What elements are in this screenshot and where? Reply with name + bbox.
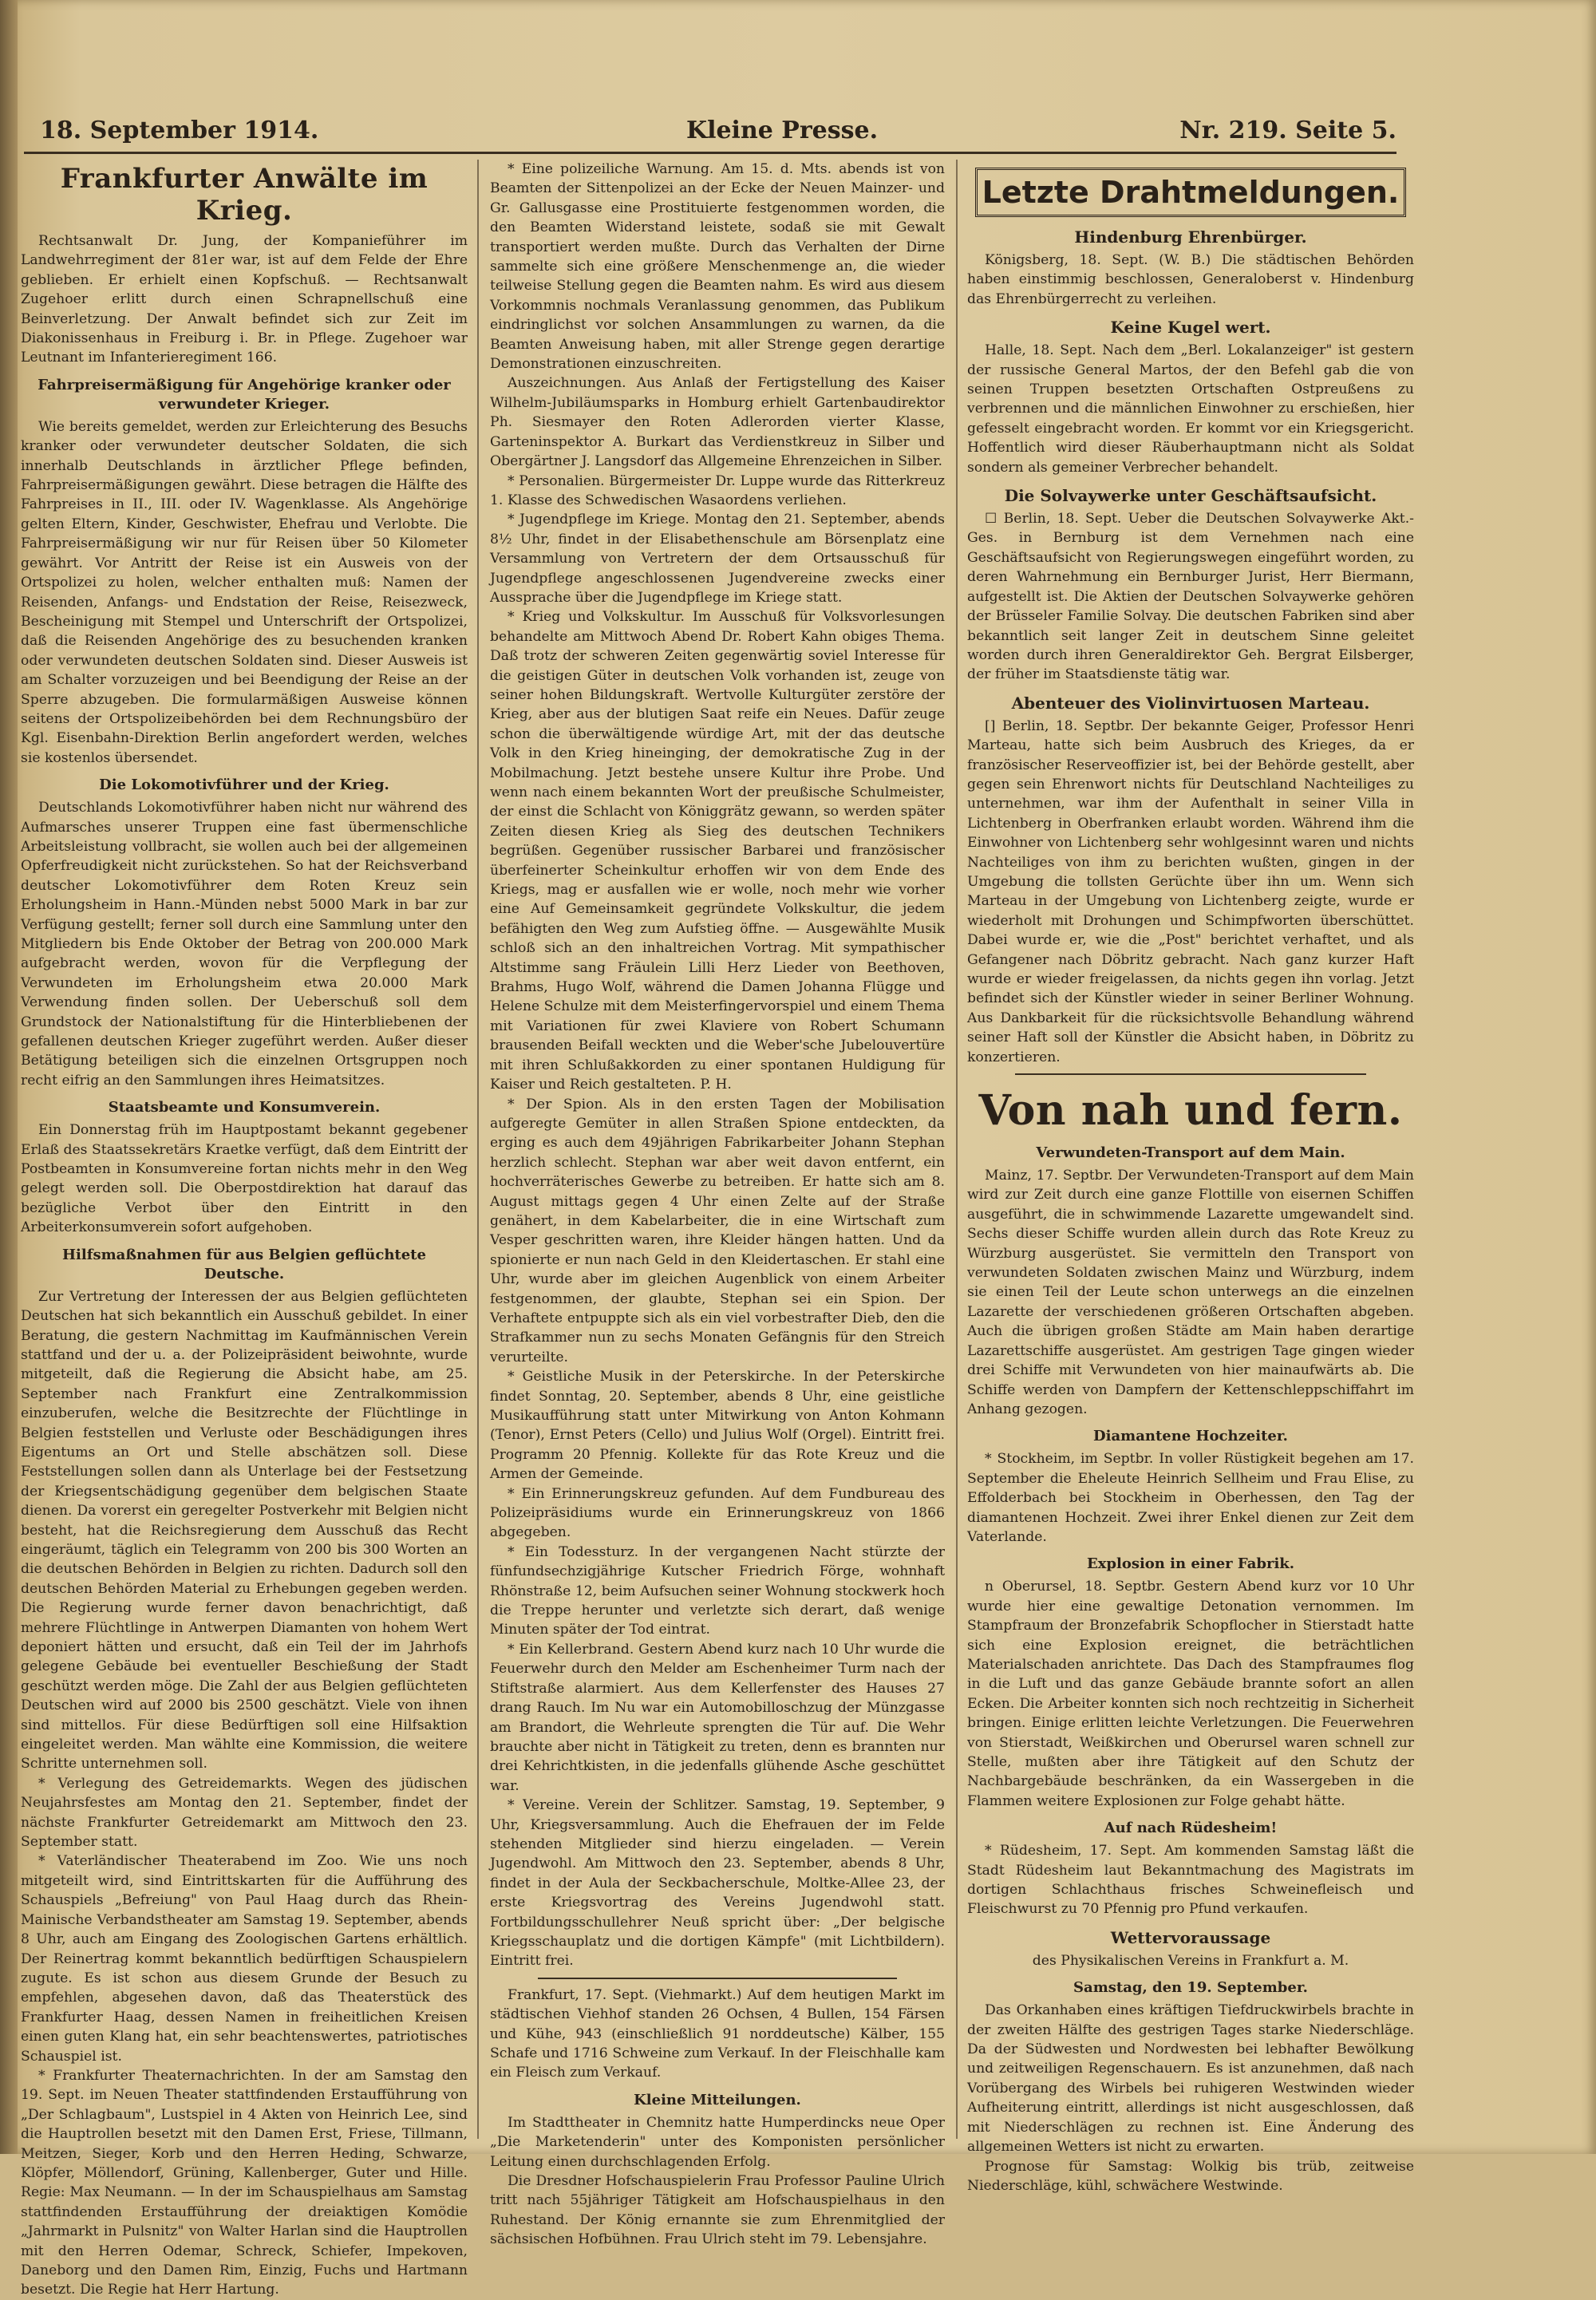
headline: Abenteuer des Violinvirtuosen Marteau. bbox=[1011, 693, 1370, 713]
article-text: * Vereine. Verein der Schlitzer. Samstag, 19. September, 9 Uhr, Kriegsversammlung. Auch die Ehefrauen der im Felde stehenden Mitglieder sind hierzu eingeladen. — Verein Jugendwohl. Am Mittwoch den 23. September, abends 8 Uhr, findet in der Aula der Seckbacherschule, Moltke-Allee 23, der erste Kriegsvortrag des Vereins Jugendwohl statt. Fortbildungsschullehrer Neuß spricht über: „Der belgische Kriegsschauplatz und die dortigen Kämpfe" (mit Lichtbildern). Eintritt frei. bbox=[490, 1797, 945, 1970]
article-text: * Ein Todessturz. In der vergangenen Nacht stürzte der fünfundsechzigjährige Kutscher Friedrich Förge, wohnhaft Rhönstraße 12, beim Aufsuchen seiner Wohnung stockwerk hoch die Treppe herunter und verletzte sich derart, daß wenige Minuten später der Tod eintrat. bbox=[490, 1543, 945, 1638]
article-text: Prognose für Samstag: Wolkig bis trüb, zeitweise Niederschläge, kühl, schwächere Westwinde. bbox=[967, 2158, 1414, 2194]
article-text: n Oberursel, 18. Septbr. Gestern Abend kurz vor 10 Uhr wurde hier eine gewaltige Detonation vernommen. Im Stampfraum der Bronzefabrik Schopflocher in Stierstadt hatte sich eine Explosion ereignet, die beträchtlichen Materialschaden anrichtete. Das Dach des Stampfraumes flog in die Luft und das ganze Gebäude brannte sofort an allen Ecken. Die Arbeiter konnten sich noch rechtzeitig in Sicherheit bringen. Einige erlitten leichte Verletzungen. Die Feuerwehren von Stierstadt, Weißkirchen und Oberursel waren schnell zur Stelle, mußten aber ihre Tätigkeit auf den Schutz der Nachbargebäude beschränken, da ein Wassergeben in die Flammen weitere Explosionen zur Folge gehabt hätte. bbox=[967, 1579, 1414, 1809]
header-date: 18. September 1914. bbox=[40, 117, 319, 144]
column-divider bbox=[477, 160, 479, 2139]
article-text: des Physikalischen Vereins in Frankfurt a. M. bbox=[1032, 1952, 1349, 1969]
article-text: * Stockheim, im Septbr. In voller Rüstigkeit begehen am 17. September die Eheleute Heinrich Sellheim und Frau Elise, zu Effolderbach bei Stockheim in Oberhessen, den Tag der diamantenen Hochzeit. Zwei ihrer Enkel dienen zur Zeit dem Vaterlande. bbox=[967, 1451, 1414, 1545]
column-divider bbox=[956, 160, 958, 2139]
article-text: ☐ Berlin, 18. Sept. Ueber die Deutschen Solvaywerke Akt.-Ges. in Bernburg ist dem Vernehmen nach eine Geschäftsaufsicht von Regierungswegen eingeführt worden, zu deren Wahrnehmung ein Bernburger Jurist, Herr Biermann, aufgestellt ist. Die Aktien der Deutschen Solvaywerke gehören der Brüsseler Familie Solvay. Die deutschen Fabriken sind aber bekanntlich seit langer Zeit in deutschem Sinne geleitet worden durch ihren Generaldirektor Geh. Bergrat Eilsberger, der früher im Staatsdienste tätig war. bbox=[967, 511, 1414, 683]
article-text: Halle, 18. Sept. Nach dem „Berl. Lokalanzeiger" ist gestern der russische General Martos, der den Befehl gab die von seinen Truppen besetzten Ortschaften Ostpreußens zu verbrennen und die männlichen Einwohner zu erschießen, hier gefesselt eingebracht worden. Er kommt vor ein Kriegsgericht. Hoffentlich wird dieser Räuberhauptmann nicht als Soldat sondern als gemeiner Verbrecher behandelt. bbox=[967, 342, 1414, 476]
column-2 bbox=[490, 160, 945, 2248]
page-header bbox=[24, 112, 1396, 154]
headline: Frankfurter Anwälte im Krieg. bbox=[60, 163, 429, 227]
section-headline: Von nah und fern. bbox=[978, 1086, 1403, 1136]
article-text: Im Stadttheater in Chemnitz hatte Humperdincks neue Oper „Die Marketenderin" unter des Komponisten persönlicher Leitung einen durchschlagenden Erfolg. bbox=[490, 2114, 945, 2170]
article-text: Wie bereits gemeldet, werden zur Erleichterung des Besuchs kranker oder verwundeter deutscher Soldaten, die sich innerhalb Deutschlands in ärztlicher Pflege befinden, Fahrpreisermäßigungen gewährt. Diese betragen die Hälfte des Fahrpreises in II., III. oder IV. Wagenklasse. Als Angehörige gelten Eltern, Kinder, Geschwister, Ehefrau und Verlobte. Die Fahrpreisermäßigung wir nur für Reisen über 50 Kilometer gewährt. Vor Antritt der Reise ist ein Ausweis von der Ortspolizei zu holen, welcher enthalten muß: Namen der Reisenden, Anfangs- und Endstation der Reise, Reisezweck, Bescheinigung mit Stempel und Unterschrift der Ortspolizei, daß die Reisenden Angehörige des zu besuchenden kranken oder verwundeten deutschen Soldaten sind. Dieser Ausweis ist am Schalter vorzuzeigen und bei Beendigung der Reise an der Sperre abzugeben. Die formularmäßigen Ausweise können seitens der Ortspolizeibehörden bei dem Rechnungsbüro der Kgl. Eisenbahn-Direktion Berlin angefordert werden, welches sie kostenlos übersendet. bbox=[21, 418, 468, 766]
subheadline: Auf nach Rüdesheim! bbox=[1104, 1820, 1278, 1837]
subheadline: Die Lokomotivführer und der Krieg. bbox=[99, 777, 389, 794]
article-text: Rechtsanwalt Dr. Jung, der Kompanieführer im Landwehrregiment der 81er war, ist auf dem Felde der Ehre geblieben. Er erhielt einen Kopfschuß. — Rechtsanwalt Zugehoer erlitt durch einen Schrapnellschuß eine Beinverletzung. Der Anwalt befindet sich zur Zeit im Diakonissenhaus in Freiburg i. Br. in Pflege. Zugehoer war Leutnant im Infanterieregiment 166. bbox=[21, 233, 468, 366]
article-text: * Ein Kellerbrand. Gestern Abend kurz nach 10 Uhr wurde die Feuerwehr durch den Melder am Eschenheimer Turm nach der Stiftstraße alarmiert. Aus dem Kellerfenster des Hauses 27 drang Rauch. Im Nu war ein Automobilloschzug der Münzgasse am Brandort, die Wehrleute sprengten die Tür auf. Die Wehr brauchte aber nicht in Tätigkeit zu treten, denn es brannten nur drei Kehrichtkisten, in die jedenfalls glühende Asche geschüttet war. bbox=[490, 1641, 945, 1794]
separator-line bbox=[1015, 1073, 1366, 1075]
article-text: * Rüdesheim, 17. Sept. Am kommenden Samstag läßt die Stadt Rüdesheim laut Bekanntmachung des Magistrats im dortigen Schlachthaus frisches Schweinefleisch und Fleischwurst zu 70 Pfennig pro Pfund verkaufen. bbox=[967, 1843, 1414, 1918]
article-text: * Eine polizeiliche Warnung. Am 15. d. Mts. abends ist von Beamten der Sittenpolizei an der Ecke der Neuen Mainzer- und Gr. Gallusgasse eine Prostituierte festgenommen worden, die den Beamten Widerstand leistete, sodaß sie mit Gewalt transportiert werden mußte. Durch das Verhalten der Dirne sammelte sich eine größere Menschenmenge an, die wieder teilweise Stellung gegen die Beamten nahm. Es wird aus diesem Vorkommnis nochmals Veranlassung genommen, das Publikum eindringlichst vor solchen Ansammlungen zu warnen, da die Beamten Anweisung haben, mit aller Strenge gegen derartige Demonstrationen einzuschreiten. bbox=[490, 161, 945, 373]
subheadline: Diamantene Hochzeiter. bbox=[1093, 1428, 1288, 1445]
headline: Die Solvaywerke unter Geschäftsaufsicht. bbox=[1004, 486, 1377, 506]
article-text: * Ein Erinnerungskreuz gefunden. Auf dem Fundbureau des Polizeipräsidiums wurde ein Erinnerungskreuz von 1866 abgegeben. bbox=[490, 1485, 945, 1541]
column-3 bbox=[967, 160, 1414, 2194]
separator-line bbox=[538, 1978, 897, 1979]
subheadline: Kleine Mitteilungen. bbox=[634, 2091, 801, 2108]
article-text: * Frankfurter Theaternachrichten. In der am Samstag den 19. Sept. im Neuen Theater stattfindenden Erstaufführung von „Der Schlagbaum", Lustspiel in 4 Akten von Heinrich Lee, sind die Hauptrollen besetzt mit den Damen Erst, Friese, Tillmann, Meitzen, Sieger, Korb und den Herren Heding, Schwarze, Klöpfer, Möllendorf, Grüning, Kallenberger, Guter und Hille. Regie: Max Neumann. — In der im Schauspielhaus am Samstag stattfindenden Erstaufführung der dreiaktigen Komödie „Jahrmarkt in Pulsnitz" von Walter Harlan sind die Hauptrollen mit den Herren Odemar, Schreck, Schiefer, Impekoven, Daneborg und den Damen Rim, Einzig, Fuchs und Hartmann besetzt. Die Regie hat Herr Hartung. bbox=[21, 2067, 468, 2298]
subheadline: Explosion in einer Fabrik. bbox=[1086, 1555, 1295, 1573]
header-page-number: Nr. 219. Seite 5. bbox=[1179, 117, 1396, 144]
headline: Keine Kugel wert. bbox=[1110, 318, 1271, 338]
article-text: [] Berlin, 18. Septbr. Der bekannte Geiger, Professor Henri Marteau, hatte sich beim Ausbruch des Krieges, da er französischer Reserveoffizier ist, bei der Behörde gestellt, aber gegen sein Ehrenwort nichts für Deutschland Nachteiliges zu unternehmen, war ihm der Aufenthalt in seiner Villa in Lichtenberg in Oberfranken erlaubt worden. Während ihm die Einwohner von Lichtenberg sehr wohlgesinnt waren und nichts Nachteiliges von ihm zu berichten wußten, gingen in der Umgebung die tollsten Gerüchte über ihn um. Wenn sich Marteau in der Umgebung von Lichtenberg zeigte, wurde er wiederholt mit Drohungen und Schimpfworten überschüttet. Dabei wurde er, wie die „Post" berichtet verhaftet, und als Gefangener nach Döbritz gebracht. Nach ganz kurzer Haft wurde er wieder freigelassen, da nichts gegen ihn vorlag. Jetzt befindet sich der Künstler wieder in seiner Berliner Wohnung. Aus Dankbarkeit für die rücksichtsvolle Behandlung während seiner Haft soll der Künstler die Absicht haben, in Döbritz zu konzertieren. bbox=[967, 717, 1414, 1065]
headline: Hindenburg Ehrenbürger. bbox=[1074, 227, 1307, 247]
subheadline: Samstag, den 19. September. bbox=[1073, 1979, 1308, 1997]
article-text: * Verlegung des Getreidemarkts. Wegen des jüdischen Neujahrsfestes am Montag den 21. September, findet der nächste Frankfurter Getreidemarkt am Mittwoch den 23. September statt. bbox=[21, 1775, 468, 1851]
book-binding bbox=[0, 0, 18, 2154]
article-text: * Der Spion. Als in den ersten Tagen der Mobilisation aufgeregte Gemüter in allen Straßen Spione entdeckten, da erging es auch dem 49jährigen Fabrikarbeiter Johann Stephan herzlich schlecht. Stephan war aber weit davon entfernt, ein hochverräterisches Gewerbe zu betreiben. Er hatte sich am 8. August mittags gegen 4 Uhr einen Zelte auf der Straße genähert, in dem Kabelarbeiter, die in eine Wirtschaft zum Vesper geschritten waren, ihre Kleider hängen hatten. Und da spionierte er nun nach Geld in den Kleidertaschen. Er stahl eine Uhr, wurde aber im gleichen Augenblick von einem Arbeiter festgenommen, der glaubte, Stephan sei ein Spion. Der Verhaftete entpuppte sich als ein viel vorbestrafter Dieb, den die Strafkammer nun zu sechs Monaten Gefängnis für den Streich verurteilte. bbox=[490, 1096, 945, 1365]
column-1 bbox=[21, 160, 468, 2298]
subheadline: Hilfsmaßnahmen für aus Belgien geflüchtete Deutsche. bbox=[62, 1246, 426, 1282]
article-text: * Jugendpflege im Kriege. Montag den 21. September, abends 8½ Uhr, findet in der Elisabethenschule am Börsenplatz eine Versammlung von Vertretern der dem Ortsausschuß für Jugendpflege angeschlossenen Jugendvereine zwecks einer Aussprache über die Jugendpflege im Kriege statt. bbox=[490, 512, 945, 606]
headline: Wettervoraussage bbox=[1110, 1927, 1271, 1947]
article-text: Auszeichnungen. Aus Anlaß der Fertigstellung des Kaiser Wilhelm-Jubiläumsparks in Homburg erhielt Gartenbaudirektor Ph. Siesmayer den Roten Adlerorden vierter Klasse, Garteninspektor A. Burkart das Verdienstkreuz in Silber und Obergärtner J. Langsdorf das Allgemeine Ehrenzeichen in Silber. bbox=[490, 375, 945, 470]
article-text: * Geistliche Musik in der Peterskirche. In der Peterskirche findet Sonntag, 20. September, abends 8 Uhr, eine geistliche Musikaufführung statt unter Mitwirkung von Anton Kohmann (Tenor), Ernst Peters (Cello) und Julius Wolf (Orgel). Eintritt frei. Programm 20 Pfennig. Kollekte für das Rote Kreuz und die Armen der Gemeinde. bbox=[490, 1369, 945, 1483]
subheadline: Fahrpreisermäßigung für Angehörige kranker oder verwundeter Krieger. bbox=[38, 376, 451, 413]
article-text: Frankfurt, 17. Sept. (Viehmarkt.) Auf dem heutigen Markt im städtischen Viehhof standen 26 Ochsen, 4 Bullen, 154 Färsen und Kühe, 943 (einschließlich 91 norddeutsche) Kälber, 155 Schafe und 1716 Schweine zum Verkauf. In der Fleischhalle kam ein Fleisch zum Verkauf. bbox=[490, 1986, 945, 2081]
header-paper-title: Kleine Presse. bbox=[686, 117, 879, 144]
article-text: Königsberg, 18. Sept. (W. B.) Die städtischen Behörden haben einstimmig beschlossen, Generaloberst v. Hindenburg das Ehrenbürgerrecht zu verleihen. bbox=[967, 252, 1414, 307]
article-text: Ein Donnerstag früh im Hauptpostamt bekannt gegebener Erlaß des Staatssekretärs Kraetke verfügt, daß dem Eintritt der Postbeamten in Konsumvereine fortan nichts mehr in den Weg gelegt werden soll. Die Oberpostdirektion hat darauf das bezügliche Verbot über den Eintritt in den Arbeiterkonsumverein sofort aufgehoben. bbox=[21, 1122, 468, 1236]
article-text: Zur Vertretung der Interessen der aus Belgien geflüchteten Deutschen hat sich bekanntlich ein Ausschuß gebildet. In einer Beratung, die gestern Nachmittag im Kaufmännischen Verein stattfand und der u. a. der Polizeipräsident beiwohnte, wurde mitgeteilt, daß die Regierung die Absicht habe, am 25. September nach Frankfurt eine Zentralkommission einzuberufen, welche die Besitzrechte der Flüchtlinge in Belgien feststellen und Verluste oder Beschädigungen ihres Eigentums an Ort und Stelle abschätzen soll. Diese Feststellungen sollen dann als Unterlage bei der Festsetzung der Kriegsentschädigung gegenüber dem belgischen Staate dienen. Da vorerst ein geregelter Postverkehr mit Belgien nicht besteht, hat die Reichsregierung dem Ausschuß das Recht eingeräumt, täglich ein Telegramm von 200 bis 300 Worten an die deutschen Behörden in Belgien zu richten. Dadurch soll den deutschen Behörden Material zu Erhebungen gegeben werden. Die Regierung wurde ferner davon benachrichtigt, daß mehrere Flüchtlinge in Antwerpen Diamanten von hohem Wert deponiert hätten und ersucht, daß ein Teil der im Jahrhofs gelegene Gebäude bei eventueller Beschießung der Stadt geschützt werden möge. Die Zahl der aus Belgien geflüchteten Deutschen wird auf 2000 bis 2500 geschätzt. Viele von ihnen sind mittellos. Für diese Bedürftigen soll eine Hilfsaktion eingeleitet werden. Man wählte eine Kommission, die weitere Schritte unternehmen soll. bbox=[21, 1288, 468, 1772]
article-text: Mainz, 17. Septbr. Der Verwundeten-Transport auf dem Main wird zur Zeit durch eine ganze Flottille von eisernen Schiffen ausgeführt, die in schwimmende Lazarette umgewandelt sind. Sechs dieser Schiffe wurden allein durch das Rote Kreuz zu Würzburg ausgerüstet. Sie vermitteln den Transport von verwundeten Soldaten zwischen Mainz und Würzburg, indem sie einen Teil der Leute schon unterwegs an die einzelnen Lazarette der verschiedenen größeren Ortschaften abgeben. Auch die übrigen großen Städte am Main haben derartige Lazarettschiffe ausgerüstet. Am gestrigen Tage gingen wieder drei Schiffe mit Verwundeten von hier mainaufwärts ab. Die Schiffe werden von Dampfern der Kettenschleppschiffahrt im Anhang gezogen. bbox=[967, 1168, 1414, 1417]
article-text: * Krieg und Volkskultur. Im Ausschuß für Volksvorlesungen behandelte am Mittwoch Abend Dr. Robert Kahn obiges Thema. Daß trotz der schweren Zeiten gegenwärtig soviel Interesse für die geistigen Güter in deutschen Volk vorhanden ist, zeuge von seiner hohen Bildungskraft. Wertvolle Kulturgüter zerstöre der Krieg, aber aus der blutigen Saat reife ein Neues. Dafür zeuge schon die überwältigende würdige Art, mit der das deutsche Volk in den Krieg hineinging, der demokratische Zug in der Mobilmachung. Jetzt bestehe unsere Kultur ihre Probe. Und wenn nach einem bekannten Wort der preußische Schulmeister, der einst die Schlacht von Königgrätz gewann, so werden später Zeiten diesen Krieg als Sieg des deutschen Technikers begrüßen. Gegenüber russischer Barbarei und französischer überfeinerter Scheinkultur erhoffen wir von dem Ende des Kriegs, mag er ausfallen wie er wolle, noch mehr wie vorher eine Auf Gemeinsamkeit gegründete Volkskultur, die jedem befähigten den Weg zum Aufstieg öffne. — Ausgewählte Musik schloß sich an den inhaltreichen Vortrag. Mit sympathischer Altstimme sang Fräulein Lilli Herz Lieder von Beethoven, Brahms, Hugo Wolf, während die Damen Johanna Flügge und Helene Schulze mit dem Meisterfingervorspiel und einem Thema mit Variationen für zwei Klaviere von Robert Schumann brausenden Beifall weckten und die Weber'sche Jubelouvertüre mit ihren Schlußakkorden zu einer spontanen Huldigung für Kaiser und Reich gestalteten. P. H. bbox=[490, 609, 945, 1093]
article-text: Die Dresdner Hofschauspielerin Frau Professor Pauline Ulrich tritt nach 55jähriger Tätigkeit am Hofschauspielhaus in den Ruhestand. Der König ernannte sie zum Ehrenmitglied der sächsischen Hofbühnen. Frau Ulrich steht im 79. Lebensjahre. bbox=[490, 2173, 945, 2248]
latest-news-box-title: Letzte Drahtmeldungen. bbox=[975, 168, 1406, 217]
subheadline: Staatsbeamte und Konsumverein. bbox=[108, 1099, 381, 1116]
article-text: * Vaterländischer Theaterabend im Zoo. Wie uns noch mitgeteilt wird, sind Eintrittskarten für die Aufführung des Schauspiels „Befreiung" von Paul Haag durch das Rhein-Mainische Verbandstheater am Samstag 19. September, abends 8 Uhr, auch am Eingang des Zoologischen Gartens erhältlich. Der Reinertrag kommt bekanntlich bedürftigen Schauspielern zugute. Es ist schon aus diesem Grunde der Besuch zu empfehlen, abgesehen davon, daß das Theaterstück des Frankfurter Haag, dessen Namen in freiheitlichen Kreisen einen guten Klang hat, ein sehr beachtenswertes, patriotisches Schauspiel ist. bbox=[21, 1853, 468, 2065]
article-text: * Personalien. Bürgermeister Dr. Luppe wurde das Ritterkreuz 1. Klasse des Schwedischen Wasaordens verliehen. bbox=[490, 472, 945, 508]
article-text: Deutschlands Lokomotivführer haben nicht nur während des Aufmarsches unserer Truppen eine fast übermenschliche Arbeitsleistung vollbracht, sie wollen auch bei der allgemeinen Opferfreudigkeit nicht zurückstehen. So hat der Reichsverband deutscher Lokomotivführer dem Roten Kreuz sein Erholungsheim in Hann.-Münden nebst 5000 Mark in bar zur Verfügung gestellt; ferner soll durch eine Sammlung unter den Mitgliedern bis Ende Oktober der Betrag von 200.000 Mark aufgebracht werden, wovon für die Verpflegung der Verwundeten im Erholungsheim etwa 20.000 Mark Verwendung finden sollen. Der Ueberschuß soll dem Grundstock der Nationalstiftung für die Hinterbliebenen der gefallenen deutschen Krieger zugeführt werden. Außer dieser Betätigung beteiligen sich die einzelnen Ortsgruppen noch recht eifrig an den Sammlungen ihres Heimatsitzes. bbox=[21, 800, 468, 1089]
article-text: Das Orkanhaben eines kräftigen Tiefdruckwirbels brachte in der zweiten Hälfte des gestrigen Tages starke Niederschläge. Da der Südwesten und Nordwesten bei lebhafter Bewölkung und zeitweiligen Regenschauern. Es ist anzunehmen, daß nach Vorübergang des Wirbels bei ruhigeren Westwinden wieder Aufheiterung eintritt, allerdings ist nicht ausgeschlossen, daß mit Niederschlägen zu rechnen ist. Eine Änderung des allgemeinen Wetters ist nicht zu erwarten. bbox=[967, 2002, 1414, 2156]
subheadline: Verwundeten-Transport auf dem Main. bbox=[1036, 1144, 1345, 1162]
